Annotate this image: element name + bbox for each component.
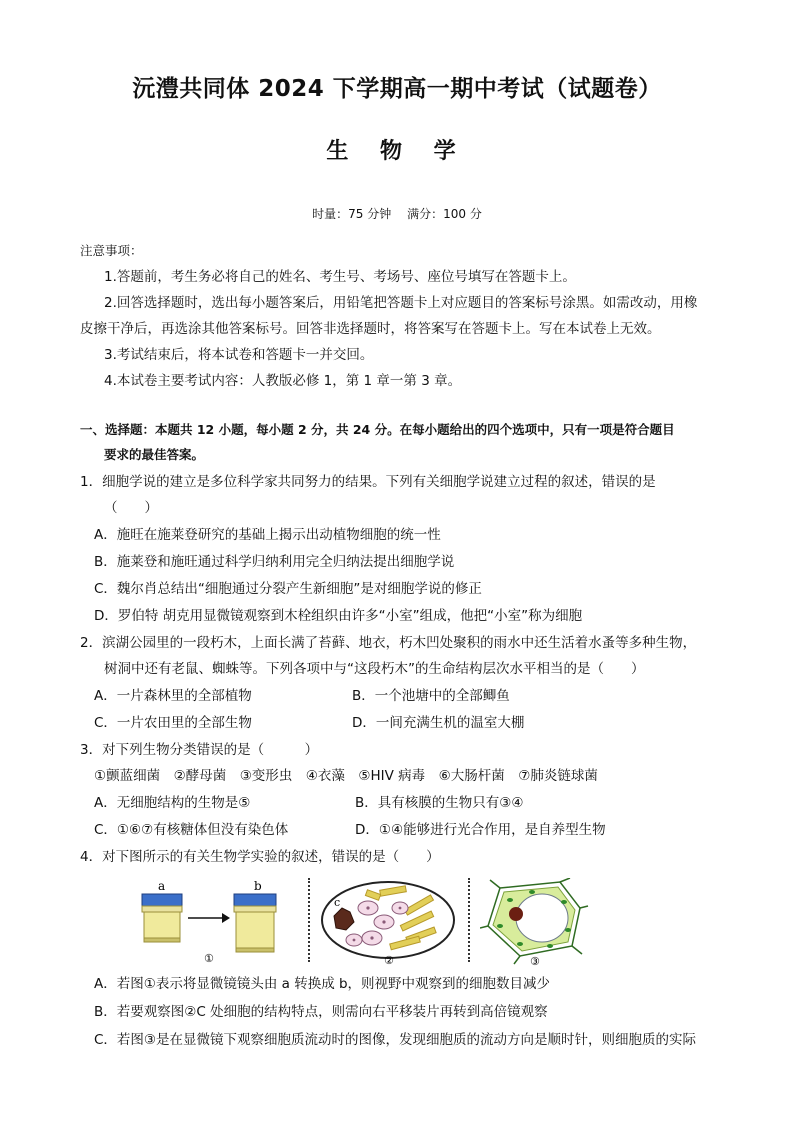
q3-organism-list: ①颤蓝细菌 ②酵母菌 ③变形虫 ④衣藻 ⑤HIV 病毒 ⑥大肠杆菌 ⑦肺炎链球菌 <box>94 768 598 784</box>
plant-cell-figure <box>480 878 590 966</box>
q3-stem: 3．对下列生物分类错误的是（ ） <box>80 742 319 758</box>
q4-option-a: A．若图①表示将显微镜镜头由 a 转换成 b，则视野中观察到的细胞数目减少 <box>94 976 551 992</box>
q1-option-c: C．魏尔肖总结出“细胞通过分裂产生新细胞”是对细胞学说的修正 <box>94 581 482 597</box>
q2-option-b: B．一个池塘中的全部鲫鱼 <box>352 688 510 704</box>
time-score-info <box>0 205 794 222</box>
section-heading: 一、选择题：本题共 12 小题，每小题 2 分，共 24 分。在每小题给出的四个选项中，只有一项是符合题目 <box>80 422 675 437</box>
notice-item-1: 1.答题前，考生务必将自己的姓名、考生号、考场号、座位号填写在答题卡上。 <box>104 269 576 285</box>
q3-option-c: C．①⑥⑦有核糖体但没有染色体 <box>94 822 289 838</box>
nucleus-icon <box>509 907 523 921</box>
score-label: 满分：100 分 <box>407 207 482 221</box>
q4-option-b: B．若要观察图②C 处细胞的结构特点，则需向右平移装片再转到高倍镜观察 <box>94 1004 548 1020</box>
q3-option-b: B．具有核膜的生物只有③④ <box>355 795 524 811</box>
q2-option-a: A．一片森林里的全部植物 <box>94 688 252 704</box>
objective-lens-figure <box>130 878 300 966</box>
vacuole-icon <box>516 894 568 942</box>
lens-a-icon <box>142 894 182 942</box>
section-heading-cont: 要求的最佳答案。 <box>104 447 205 462</box>
lens-b-icon <box>234 894 276 952</box>
q2-stem: 2．滨湖公园里的一段朽木，上面长满了苔藓、地衣，朽木凹处聚积的雨水中还生活着水蚤等多种生物， <box>80 635 697 651</box>
q4-stem: 4．对下图所示的有关生物学实验的叙述，错误的是（ ） <box>80 849 440 865</box>
q1-option-d: D．罗伯特 胡克用显微镜观察到木栓组织由许多“小室”组成，他把“小室”称为细胞 <box>94 608 583 624</box>
q4-figure <box>130 878 590 966</box>
q1-option-b: B．施莱登和施旺通过科学归纳利用完全归纳法提出细胞学说 <box>94 554 455 570</box>
q2-option-c: C．一片农田里的全部生物 <box>94 715 252 731</box>
figure-number-3: ③ <box>530 955 540 966</box>
q1-stem: 1．细胞学说的建立是多位科学家共同努力的结果。下列有关细胞学说建立过程的叙述，错误的是 <box>80 474 656 490</box>
label-a: a <box>158 879 166 893</box>
q2-option-d: D．一间充满生机的温室大棚 <box>352 715 525 731</box>
q3-option-d: D．①④能够进行光合作用，是自养型生物 <box>355 822 606 838</box>
q3-option-a: A．无细胞结构的生物是⑤ <box>94 795 251 811</box>
notice-heading: 注意事项： <box>80 243 143 258</box>
figure-number-1: ① <box>204 952 214 965</box>
subject-title: 生 物 学 <box>326 139 468 164</box>
arrow-icon <box>188 913 230 923</box>
q2-stem-cont: 树洞中还有老鼠、蜘蛛等。下列各项中与“这段朽木”的生命结构层次水平相当的是（ ） <box>104 661 645 677</box>
label-c: c <box>334 896 341 909</box>
notice-item-4: 4.本试卷主要考试内容：人教版必修 1，第 1 章一第 3 章。 <box>104 373 462 389</box>
q4-option-c: C．若图③是在显微镜下观察细胞质流动时的图像，发现细胞质的流动方向是顺时针，则细胞质的实际 <box>94 1032 697 1048</box>
q1-option-a: A．施旺在施莱登研究的基础上揭示出动植物细胞的统一性 <box>94 527 441 543</box>
label-b: b <box>254 879 262 893</box>
exam-title: 沅澧共同体 2024 下学期高一期中考试（试题卷） <box>132 76 662 102</box>
time-label: 时量：75 分钟 <box>312 207 392 221</box>
figure-divider-2 <box>468 878 470 962</box>
notice-item-2-cont: 皮擦干净后，再选涂其他答案标号。回答非选择题时，将答案写在答题卡上。写在本试卷上无效。 <box>80 321 661 337</box>
notice-item-3: 3.考试结束后，将本试卷和答题卡一并交回。 <box>104 347 374 363</box>
figure-divider-1 <box>308 878 310 962</box>
q1-bracket: （ ） <box>104 500 158 516</box>
field-of-view-figure <box>320 878 460 966</box>
notice-item-2: 2.回答选择题时，选出每小题答案后，用铅笔把答题卡上对应题目的答案标号涂黑。如需改动，用橡 <box>104 295 698 311</box>
figure-number-2: ② <box>384 954 394 966</box>
